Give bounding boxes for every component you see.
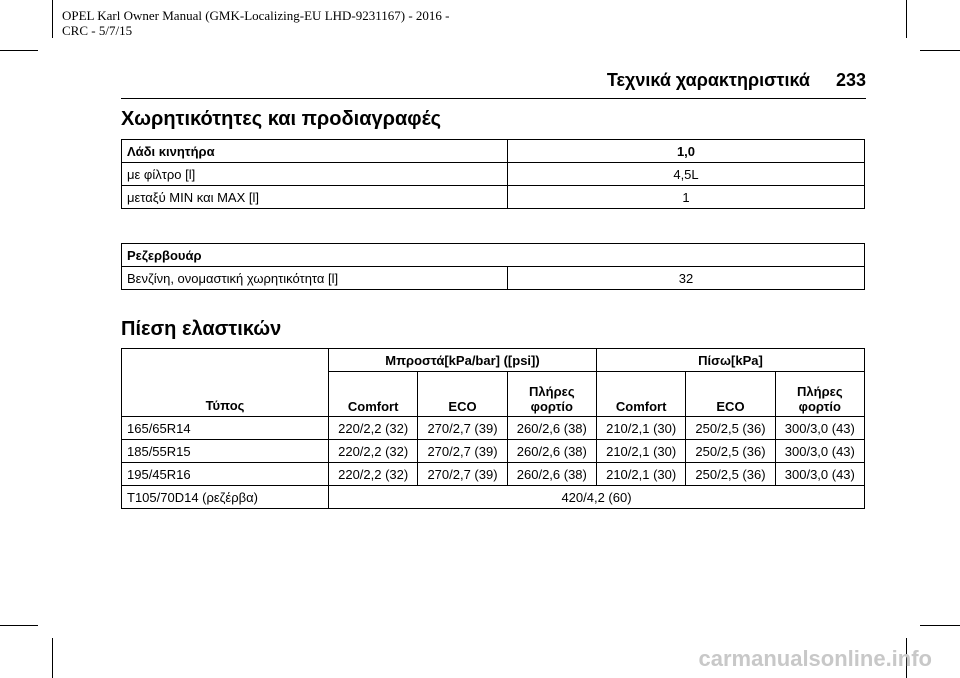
full-load-line1: Πλήρες: [797, 384, 843, 399]
front-eco-header: ECO: [418, 372, 507, 417]
crop-mark: [920, 625, 960, 626]
pressure-cell: 270/2,7 (39): [418, 463, 507, 486]
full-load-line1: Πλήρες: [529, 384, 575, 399]
front-full-load-header: [507, 372, 596, 417]
print-header-line1: OPEL Karl Owner Manual (GMK-Localizing-EU LHD-9231167) - 2016 -: [62, 8, 450, 23]
pressure-cell: 260/2,6 (38): [507, 417, 596, 440]
tyre-size: 165/65R14: [122, 417, 329, 440]
table-row: [122, 440, 865, 463]
full-load-line2: φορτίο: [530, 399, 573, 414]
front-header: Μπροστά[kPa/bar] ([psi]): [329, 349, 597, 372]
pressure-cell: 260/2,6 (38): [507, 463, 596, 486]
pressure-cell: 220/2,2 (32): [329, 440, 418, 463]
row-value: 32: [508, 267, 865, 290]
tyre-size: 185/55R15: [122, 440, 329, 463]
table-row: [122, 163, 865, 186]
crop-mark: [0, 625, 38, 626]
crop-mark: [0, 50, 38, 51]
tank-header: Ρεζερβουάρ: [122, 244, 865, 267]
pressure-cell: 260/2,6 (38): [507, 440, 596, 463]
pressure-cell: 300/3,0 (43): [775, 440, 864, 463]
oil-header-label: Λάδι κινητήρα: [122, 140, 508, 163]
rear-comfort-header: Comfort: [596, 372, 685, 417]
row-value: 4,5L: [508, 163, 865, 186]
table-row: [122, 186, 865, 209]
row-value: 1: [508, 186, 865, 209]
row-label: μεταξύ MIN και MAX [l]: [122, 186, 508, 209]
pressure-cell: 300/3,0 (43): [775, 463, 864, 486]
crop-mark: [906, 0, 907, 38]
rear-full-load-header: [775, 372, 864, 417]
watermark: carmanualsonline.info: [698, 646, 932, 671]
pressure-cell: 220/2,2 (32): [329, 463, 418, 486]
table-row: [122, 417, 865, 440]
rear-header: Πίσω[kPa]: [596, 349, 864, 372]
pressure-cell: 210/2,1 (30): [596, 417, 685, 440]
page-number: 233: [835, 70, 866, 90]
crop-mark: [920, 50, 960, 51]
pressure-cell: 210/2,1 (30): [596, 440, 685, 463]
full-load-line2: φορτίο: [798, 399, 841, 414]
engine-oil-table: [121, 139, 865, 209]
pressure-cell: 250/2,5 (36): [686, 417, 775, 440]
oil-header-value: 1,0: [508, 140, 865, 163]
pressure-cell: 250/2,5 (36): [686, 440, 775, 463]
row-label: Βενζίνη, ονομαστική χωρητικότητα [l]: [122, 267, 508, 290]
tyre-pressure-title: Πίεση ελαστικών: [121, 318, 282, 340]
tyre-size: 195/45R16: [122, 463, 329, 486]
fuel-tank-table: [121, 243, 865, 290]
spare-tyre-pressure: 420/4,2 (60): [329, 486, 865, 509]
tyre-pressure-table: [121, 348, 865, 509]
pressure-cell: 300/3,0 (43): [775, 417, 864, 440]
crop-mark: [52, 0, 53, 38]
type-header: Τύπος: [122, 349, 329, 417]
running-head: [586, 70, 866, 91]
table-row: [122, 244, 865, 267]
spare-tyre-size: T105/70D14 (ρεζέρβα): [122, 486, 329, 509]
running-head-title: Τεχνικά χαρακτηριστικά: [606, 70, 810, 90]
table-row: [122, 267, 865, 290]
table-row: [122, 486, 865, 509]
row-label: με φίλτρο [l]: [122, 163, 508, 186]
section-title: Χωρητικότητες και προδιαγραφές: [121, 108, 442, 130]
pressure-cell: 270/2,7 (39): [418, 417, 507, 440]
pressure-cell: 210/2,1 (30): [596, 463, 685, 486]
pressure-cell: 270/2,7 (39): [418, 440, 507, 463]
rear-eco-header: ECO: [686, 372, 775, 417]
table-row: [122, 463, 865, 486]
pressure-cell: 250/2,5 (36): [686, 463, 775, 486]
print-header: [62, 8, 450, 38]
header-rule: [121, 98, 866, 99]
table-header-row: [122, 349, 865, 372]
table-row: [122, 140, 865, 163]
front-comfort-header: Comfort: [329, 372, 418, 417]
crop-mark: [52, 638, 53, 678]
pressure-cell: 220/2,2 (32): [329, 417, 418, 440]
print-header-line2: CRC - 5/7/15: [62, 23, 133, 38]
